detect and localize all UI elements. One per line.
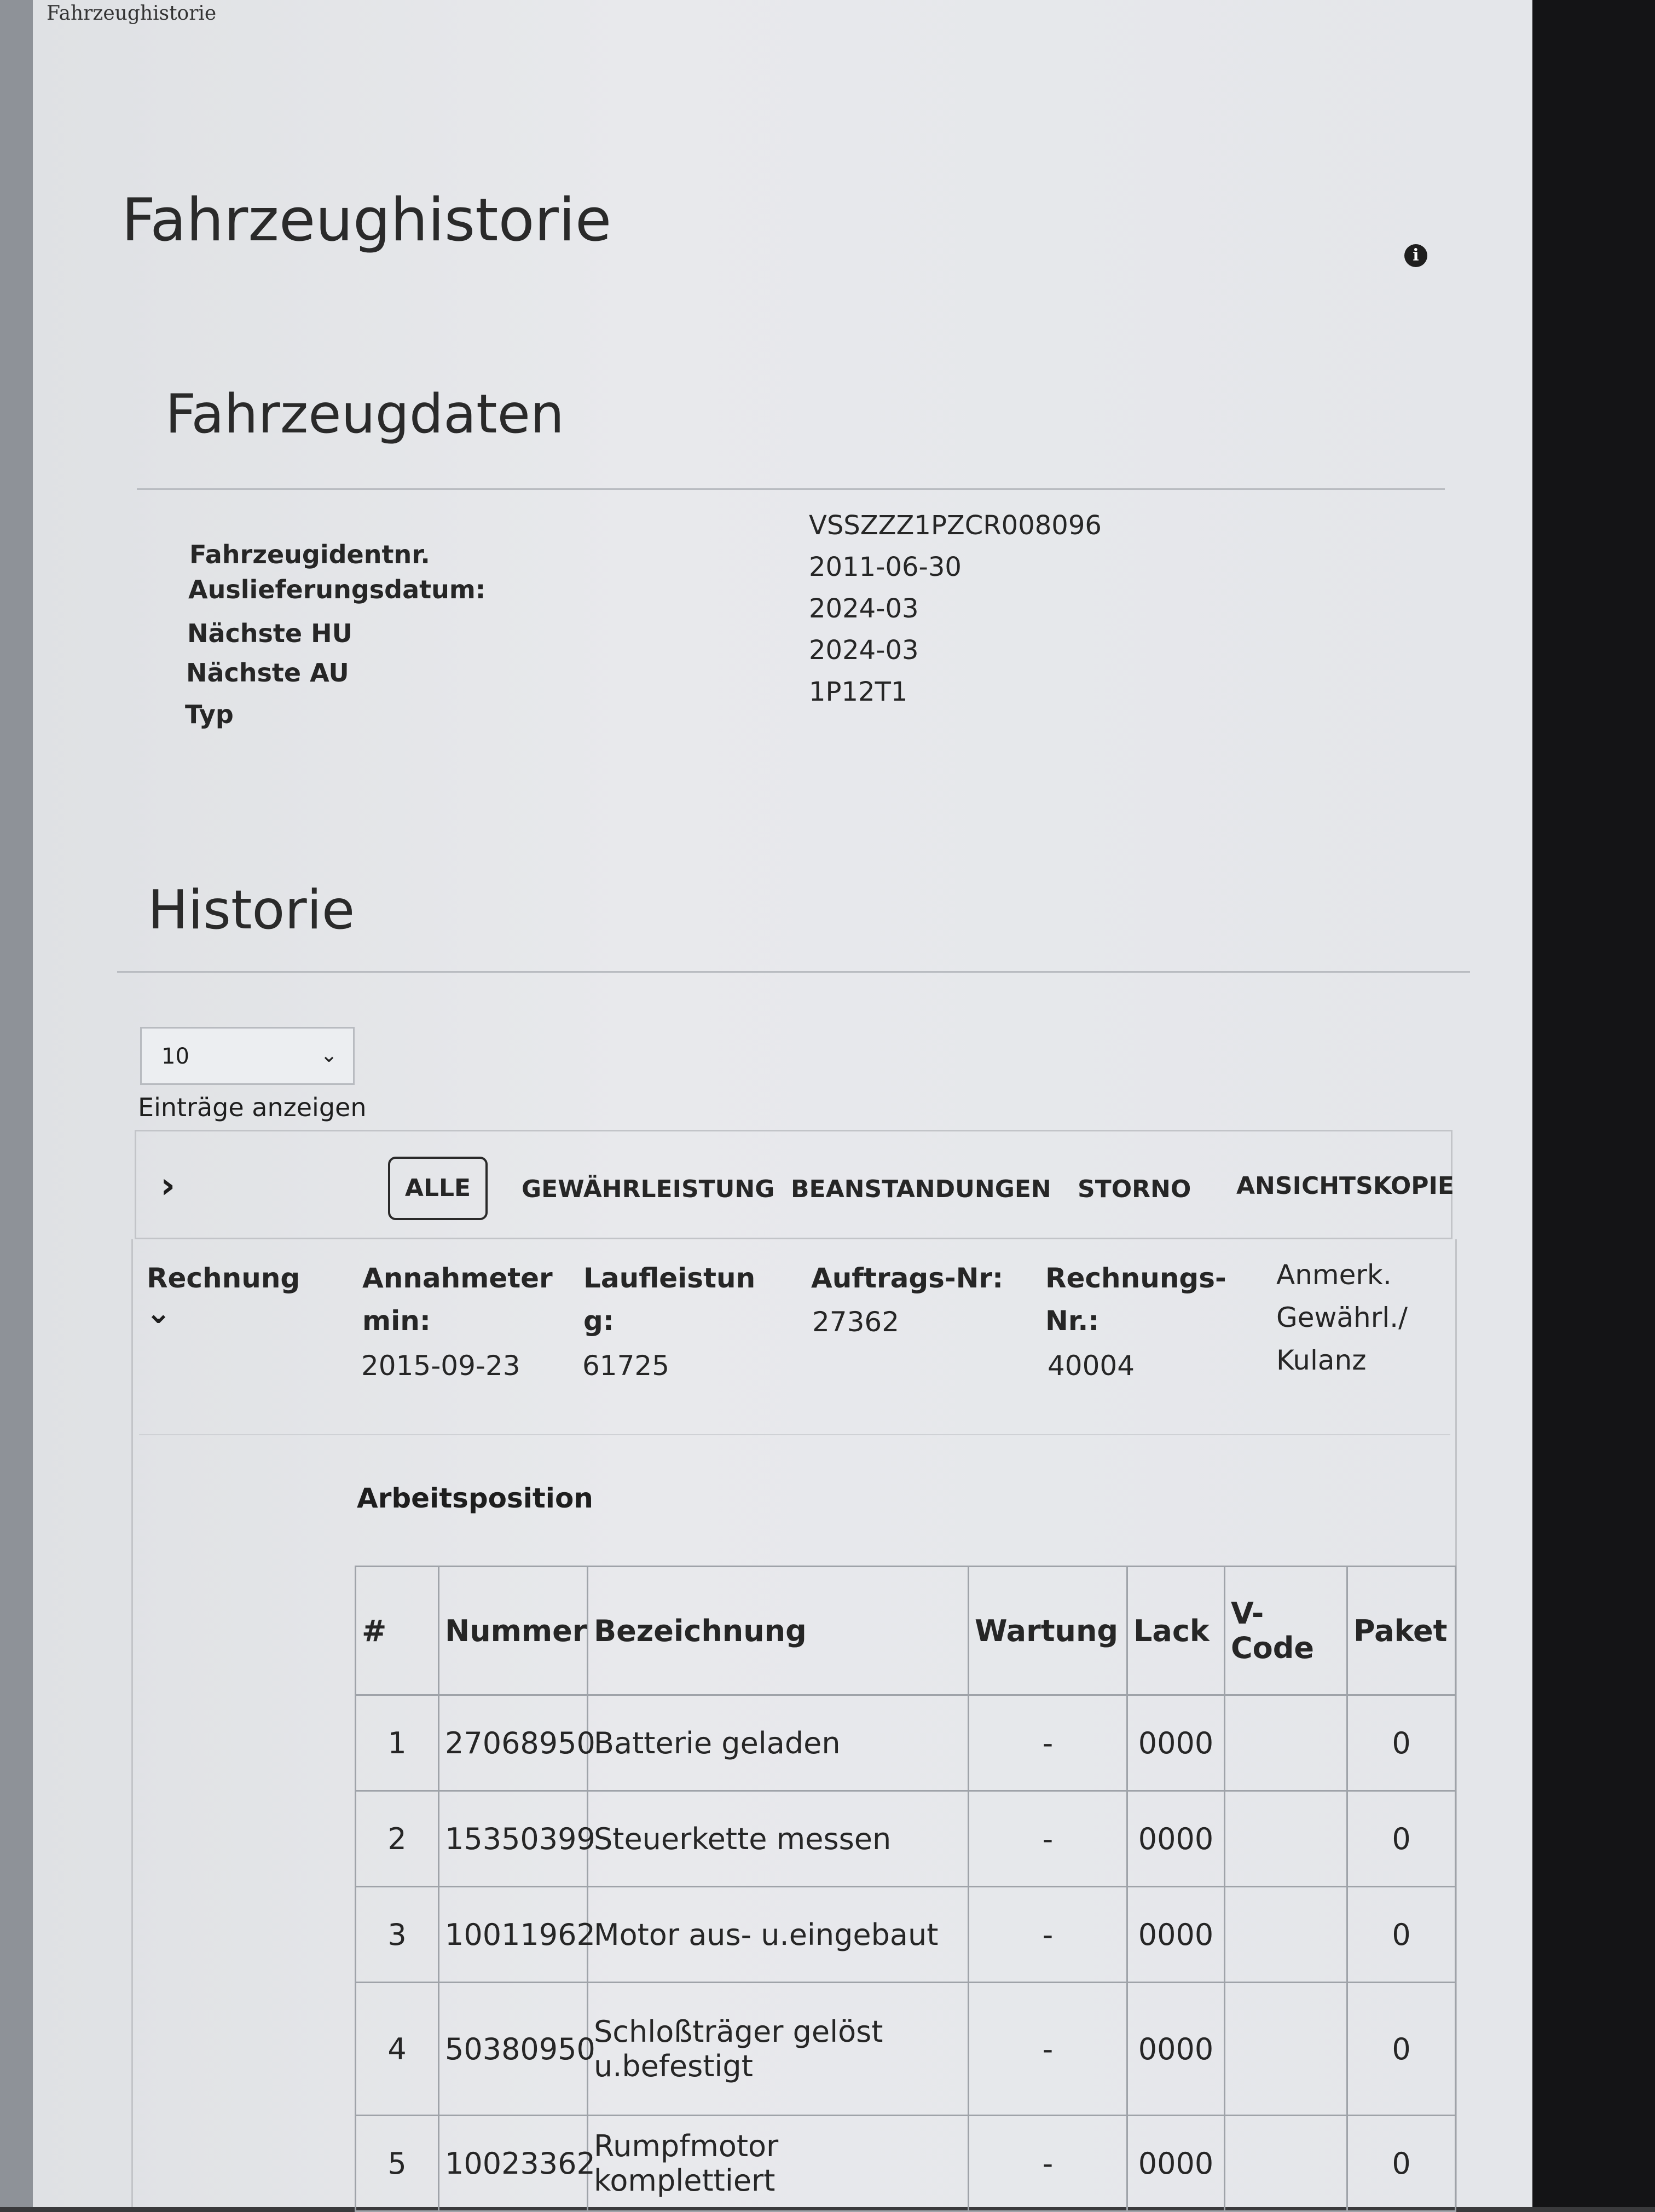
background-right [1532,0,1655,2207]
cell-nummer: 27068950 [439,1695,588,1791]
col-index: # [356,1567,439,1695]
cell-paket: 0 [1347,2116,1456,2211]
cell-lack: 0000 [1127,1695,1225,1791]
info-icon[interactable]: i [1404,244,1427,267]
cell-index: 3 [356,1887,439,1983]
cell-index: 4 [356,1983,439,2116]
cell-vcode [1225,1983,1347,2116]
tab-ansichtskopie[interactable]: ANSICHTSKOPIE [1236,1172,1454,1200]
tab-beanstandungen[interactable]: BEANSTANDUNGEN [791,1175,1051,1203]
cell-bezeichnung: Rumpfmotor komplettiert [588,2116,969,2211]
cell-index: 5 [356,2116,439,2211]
page-title: Fahrzeughistorie [121,186,612,255]
field-value-next-hu: 2024-03 [809,593,919,624]
chevron-down-icon: ⌄ [320,1043,338,1067]
cell-wartung: - [969,1887,1127,1983]
positions-label: Arbeitsposition [357,1482,593,1514]
cell-lack: 0000 [1127,1983,1225,2116]
field-value-delivery-date: 2011-06-30 [809,552,962,582]
table-row [356,1887,1456,1983]
cell-bezeichnung: Motor aus- u.eingebaut [588,1887,969,1983]
cell-nummer: 50380950 [439,1983,588,2116]
col-vcode: V-Code [1225,1567,1347,1695]
positions-table [355,1566,1456,2212]
vehicle-section-rule [137,488,1445,490]
field-label-next-hu: Nächste HU [187,619,352,648]
cell-vcode [1225,1695,1347,1791]
tab-gewaehrleistung[interactable]: GEWÄHRLEISTUNG [522,1175,775,1203]
cell-paket: 0 [1347,1887,1456,1983]
background-left [0,0,33,2207]
cell-vcode [1225,1791,1347,1887]
col-annahmetermin: Annahmeter min: [362,1262,553,1337]
cell-vcode [1225,2116,1347,2211]
value-laufleistung: 61725 [582,1350,670,1382]
cell-wartung: - [969,1791,1127,1887]
page-size-select[interactable] [140,1027,355,1085]
cell-nummer: 10023362 [439,2116,588,2211]
history-section-rule [117,971,1470,973]
col-wartung: Wartung [969,1567,1127,1695]
cell-nummer: 10011962 [439,1887,588,1983]
col-bezeichnung: Bezeichnung [588,1567,969,1695]
tab-alle[interactable]: ALLE [388,1157,488,1220]
cell-lack: 0000 [1127,1887,1225,1983]
table-header-row [356,1567,1456,1695]
entry-divider [139,1434,1450,1435]
filter-tab-bar [135,1130,1453,1239]
table-row [356,1695,1456,1791]
col-paket: Paket [1347,1567,1456,1695]
cell-wartung: - [969,1983,1127,2116]
field-value-vin: VSSZZZ1PZCR008096 [809,510,1102,541]
cell-paket: 0 [1347,1695,1456,1791]
field-value-type: 1P12T1 [809,677,908,707]
col-nummer: Nummer [439,1567,588,1695]
tab-storno[interactable]: STORNO [1078,1175,1191,1203]
col-lack: Lack [1127,1567,1225,1695]
print-header: Fahrzeughistorie [47,2,217,25]
col-auftragsnr: Auftrags-Nr: [811,1262,1004,1294]
field-label-type: Typ [185,700,234,729]
cell-wartung: - [969,1695,1127,1791]
field-value-next-au: 2024-03 [809,635,919,666]
cell-bezeichnung: Steuerkette messen [588,1791,969,1887]
history-section-title: Historie [148,879,355,942]
table-row [356,1791,1456,1887]
vehicle-section-title: Fahrzeugdaten [165,383,564,446]
cell-wartung: - [969,2116,1127,2211]
chevron-right-icon[interactable]: › [160,1164,176,1206]
field-label-vin: Fahrzeugidentnr. [189,540,430,569]
field-label-next-au: Nächste AU [186,658,349,688]
value-rechnungsnr: 40004 [1048,1350,1135,1382]
col-rechnung: Rechnung [147,1262,300,1294]
cell-lack: 0000 [1127,1791,1225,1887]
value-auftragsnr: 27362 [812,1306,900,1338]
table-row [356,2116,1456,2211]
cell-paket: 0 [1347,1983,1456,2116]
cell-paket: 0 [1347,1791,1456,1887]
table-row [356,1983,1456,2116]
cell-bezeichnung: Schloßträger gelöst u.befestigt [588,1983,969,2116]
page-size-value: 10 [161,1044,189,1069]
chevron-down-icon[interactable]: ⌄ [146,1295,171,1331]
cell-index: 1 [356,1695,439,1791]
field-label-delivery-date: Auslieferungsdatum: [188,575,486,604]
col-anmerkung: Anmerk. Gewährl./ Kulanz [1276,1259,1408,1376]
cell-lack: 0000 [1127,2116,1225,2211]
entries-label: Einträge anzeigen [138,1093,367,1122]
cell-bezeichnung: Batterie geladen [588,1695,969,1791]
col-rechnungsnr: Rechnungs- Nr.: [1045,1262,1226,1337]
cell-index: 2 [356,1791,439,1887]
value-annahmetermin: 2015-09-23 [361,1350,520,1382]
cell-vcode [1225,1887,1347,1983]
col-laufleistung: Laufleistun g: [583,1262,756,1337]
cell-nummer: 15350399 [439,1791,588,1887]
